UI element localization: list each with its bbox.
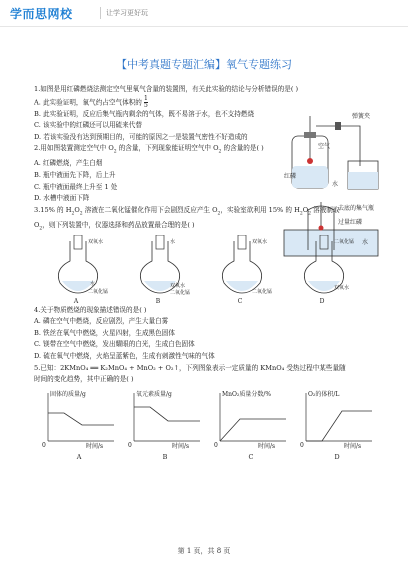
question-2-option-c: C. 瓶中液面最终上升至 1 处 [34, 182, 118, 191]
q3-subscript: 2 [39, 225, 43, 231]
chart-a-origin: 0 [42, 441, 46, 449]
label-h2o2: 双氧水 [170, 282, 186, 289]
label-mno2: 二氧化锰 [170, 289, 190, 296]
chart-a-ylabel: 固体的质量/g [50, 390, 86, 398]
q2-stem-part: 的含量的是( ) [221, 144, 264, 153]
header-bar [0, 0, 408, 27]
fraction-denominator: 5 [143, 101, 148, 109]
chart-a-xlabel: 时间/s [86, 442, 104, 449]
chart-d-xlabel: 时间/s [344, 442, 362, 449]
figure-label-d: D [319, 297, 325, 305]
question-1-option-c: C. 该实验中的红磷还可以用硫来代替 [34, 121, 142, 130]
label-water-trough: 水 [362, 239, 369, 246]
q3-stem-part: ，则下列装置中，仪器选择和药品放置最合理的是( ) [42, 220, 195, 229]
q3-stem-part: 3.15% 的 H [34, 205, 72, 214]
q3-stem-part: 溶液制取 [311, 205, 340, 214]
document-body [34, 84, 380, 461]
brand-divider [100, 7, 101, 19]
q3-stem-part: O [74, 205, 80, 214]
q3-subscript: 2 [217, 211, 221, 217]
q5-charts [34, 389, 380, 461]
q2-stem-part: 2.用如图装置测定空气中 O [34, 144, 114, 153]
question-2-option-d: D. 水槽中液面下降 [34, 194, 90, 203]
question-2-option-a: A. 红磷燃烧，产生白烟 [34, 159, 103, 168]
q2-subscript: 2 [218, 149, 222, 155]
option-a-text: A. 此实验证明，氧气约占空气体积的 [34, 98, 142, 107]
chart-c-origin: 0 [214, 441, 218, 449]
q2-subscript: 2 [113, 149, 117, 155]
brand-slogan: 让学习更好玩 [106, 10, 148, 17]
question-1-option-d: D. 若该实验没有达到预期目的，可能的原因之一是装置气密性不好造成的 [34, 132, 248, 141]
question-5-stem-line2: 时间的变化趋势，其中正确的是( ) [34, 375, 134, 384]
question-4-option-c: C. 镁带在空气中燃烧，发出耀眼的白光，生成白色固体 [34, 340, 195, 349]
chart-label-b: B [162, 452, 168, 461]
figure-label-c: C [237, 297, 243, 305]
question-5-stem-line1: 5.已知：2KMnO₄ ══ K₂MnO₄ + MnO₂ + O₂↑，下列图象表示一定质量的 KMnO₄ 受热过程中某些量随 [34, 363, 346, 372]
label-mno2: 二氧化锰 [252, 288, 272, 295]
label-air: 空气 [318, 143, 331, 150]
question-1-stem: 1.如图是用红磷燃烧法测定空气里氧气含量的装置图，有关此实验的结论与分析错误的是( ) [34, 85, 299, 93]
flask-figure-b [130, 235, 190, 297]
chart-d-origin: 0 [300, 441, 304, 449]
chart-label-d: D [334, 452, 340, 461]
label-excess-phosphorus: 过量红磷 [338, 219, 363, 226]
question-4-option-d: D. 硫在氧气中燃烧，火焰呈蓝紫色，生成有刺激性气味的气体 [34, 351, 215, 360]
question-1-option-b: B. 此实验证明，反应后集气瓶内剩余的气体，既不易溶于水，也不支持燃烧 [34, 109, 255, 118]
brand-logo: 学而思网校 [10, 7, 73, 21]
question-3-stem-line1 [34, 205, 380, 220]
question-4-option-b: B. 铁丝在氧气中燃烧，火星四射，生成黑色固体 [34, 328, 175, 337]
chart-b [124, 389, 204, 449]
chart-c-xlabel: 时间/s [258, 442, 276, 449]
label-mno2: 二氧化锰 [334, 238, 354, 245]
q3-subscript: 2 [308, 211, 312, 217]
chart-b-origin: 0 [128, 441, 132, 449]
chart-label-c: C [248, 452, 254, 461]
page-footer: 第 1 页，共 8 页 [177, 547, 231, 555]
q3-subscript: 2 [71, 211, 75, 217]
question-2-option-b: B. 瓶中液面先下降，后上升 [34, 170, 116, 179]
label-water: 水 [170, 238, 176, 245]
page-title: 【中考真题专题汇编】氧气专题练习 [116, 58, 292, 71]
question-1-option-a [34, 96, 380, 109]
q3-stem-part: O [34, 220, 40, 229]
flask-figure-a [48, 235, 108, 297]
question-3-stem-line2 [34, 220, 380, 235]
label-h2o2: 双氧水 [88, 238, 104, 245]
q2-stem-part: 的含量，下列现象能证明空气中 O [116, 144, 219, 153]
label-water: 水 [90, 280, 96, 287]
question-4-option-a: A. 磷在空气中燃烧，反应剧烈，产生大量白雾 [34, 317, 169, 326]
q3-subscript: 2 [79, 211, 83, 217]
label-water: 水 [332, 181, 339, 188]
chart-d [296, 389, 376, 449]
q3-stem-part: ，实验室欲利用 15% 的 H [220, 205, 300, 214]
figure-label-a: A [73, 297, 79, 305]
chart-label-a: A [76, 452, 82, 461]
q3-stem-part: O [302, 205, 309, 214]
question-4-stem: 4.关于物质燃烧的现象描述错误的是( ) [34, 305, 147, 314]
label-bottomless-bottle: 去底的集气瓶 [338, 205, 375, 212]
label-red-phosphorus: 红磷 [284, 173, 297, 180]
label-h2o2: 双氧水 [334, 284, 350, 291]
flask-figure-d [294, 235, 354, 297]
figure-label-b: B [155, 297, 161, 305]
flask-figure-c [212, 235, 272, 297]
chart-b-xlabel: 时间/s [172, 442, 190, 449]
q3-subscript: 2 [299, 211, 303, 217]
fraction [144, 96, 148, 109]
chart-a [38, 389, 118, 449]
question-2-stem [34, 143, 380, 158]
q3-figures [34, 235, 380, 305]
label-spring-clamp: 弹簧夹 [352, 113, 371, 120]
chart-b-ylabel: 氧元素质量/g [136, 390, 172, 398]
label-h2o2: 双氧水 [252, 238, 268, 245]
chart-d-ylabel: O₂的体积/L [308, 390, 340, 398]
q3-stem-part: 溶液在二氧化锰催化作用下会剧烈反应产生 O [82, 205, 218, 214]
fraction-numerator: 1 [143, 94, 148, 102]
chart-c-ylabel: MnO₂质量分数/% [222, 390, 272, 398]
label-mno2: 二氧化锰 [88, 288, 108, 295]
chart-c [210, 389, 290, 449]
